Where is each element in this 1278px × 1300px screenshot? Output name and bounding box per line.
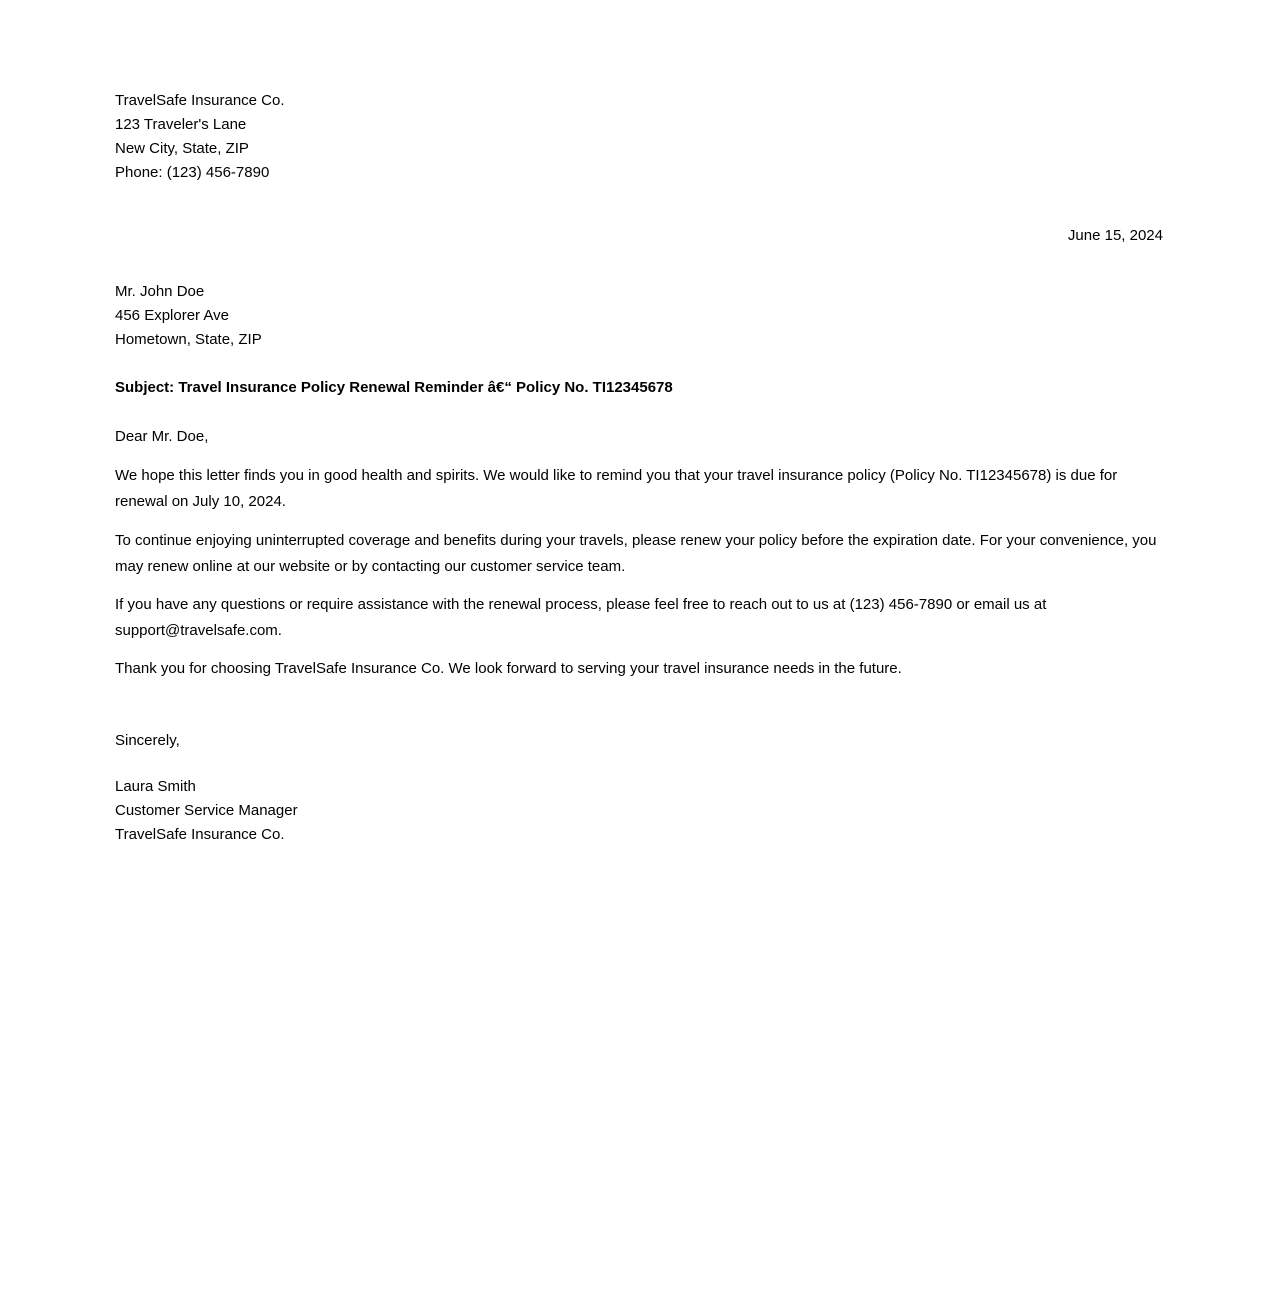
recipient-address-block (115, 280, 1163, 352)
body-paragraph-1: We hope this letter finds you in good health and spirits. We would like to remind you that your travel insurance policy (Policy No. TI12345678) is due for renewal on July 10, 2024. (115, 467, 1118, 510)
subject-line: Subject: Travel Insurance Policy Renewal Reminder â€“ Policy No. TI12345678 (115, 379, 673, 396)
signature-company: TravelSafe Insurance Co. (115, 826, 285, 843)
signature-title: Customer Service Manager (115, 802, 298, 819)
sender-address-line2: New City, State, ZIP (115, 140, 249, 157)
signature-name: Laura Smith (115, 778, 196, 795)
letter-date: June 15, 2024 (1067, 227, 1163, 244)
salutation: Dear Mr. Doe, (115, 428, 209, 445)
sender-company: TravelSafe Insurance Co. (115, 92, 285, 109)
recipient-address-line2: Hometown, State, ZIP (115, 331, 262, 348)
closing: Sincerely, (115, 732, 180, 749)
sender-address-block (115, 89, 1163, 185)
recipient-address-line1: 456 Explorer Ave (115, 307, 229, 324)
recipient-name: Mr. John Doe (115, 283, 205, 300)
sender-address-line1: 123 Traveler's Lane (115, 116, 247, 133)
signature-block (115, 775, 1163, 847)
body-paragraph-4: Thank you for choosing TravelSafe Insurance Co. We look forward to serving your travel insurance needs in the future. (115, 660, 902, 677)
body-paragraph-2: To continue enjoying uninterrupted coverage and benefits during your travels, please renew your policy before the expiration date. For your convenience, you may renew online at our website or by contacting our customer service team. (115, 532, 1157, 575)
sender-phone: Phone: (123) 456-7890 (115, 164, 270, 181)
body-paragraph-3: If you have any questions or require assistance with the renewal process, please feel free to reach out to us at (123) 456-7890 or email us at support@travelsafe.com. (115, 596, 1047, 639)
